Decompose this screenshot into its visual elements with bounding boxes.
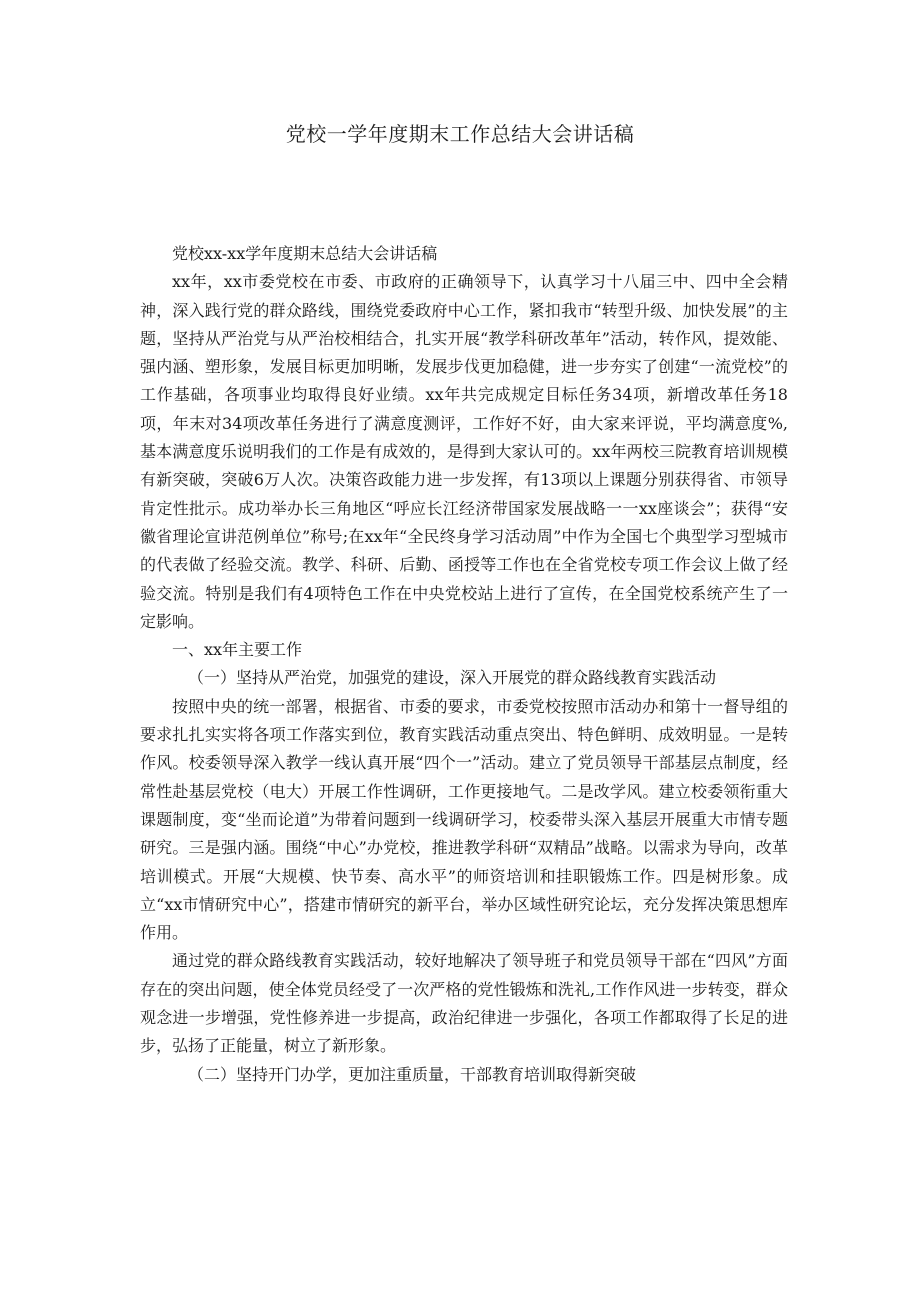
intro-paragraph: xx年，xx市委党校在市委、市政府的正确领导下，认真学习十八届三中、四中全会精神，深入践行党的群众路线，围绕党委政府中心工作，紧扣我市“转型升级、加快发展”的主题，坚持从严治党与从严治校相结合，扎实开展“教学科研改革年”活动，转作风，提效能、强内涵、塑形象，发展目标更加明晰，发展步伐更加稳健，进一步夯实了创建“一流党校”的工作基础，各项事业均取得良好业绩。xx年共完成规定目标任务34项，新增改革任务18项，年末对34项改革任务进行了满意度测评，工作好不好，由大家来评说，平均满意度%,基本满意度乐说明我们的工作是有成效的，是得到大家认可的。xx年两校三院教育培训规模有新突破，突破6万人次。决策咨政能力进一步发挥，有13项以上课题分别获得省、市领导肯定性批示。成功举办长三角地区“呼应长江经济带国家发展战略一一xx座谈会”；获得“安徽省理论宣讲范例单位”称号;在xx年“全民终身学习活动周”中作为全国七个典型学习型城市的代表做了经验交流。教学、科研、后勤、函授等工作也在全省党校专项工作会议上做了经验交流。特别是我们有4项特色工作在中央党校站上进行了宣传，在全国党校系统产生了一定影响。	[140, 272, 788, 631]
subsection-heading-2: （二）坚持开门办学，更加注重质量，干部教育培训取得新突破	[188, 1064, 637, 1084]
body-paragraph: 按照中央的统一部署，根据省、市委的要求，市委党校按照市活动办和第十一督导组的要求扎扎实实将各项工作落实到位，教育实践活动重点突出、特色鲜明、成效明显。一是转作风。校委领导深入教学一线认真开展“四个一”活动。建立了党员领导干部基层点制度，经常性赴基层党校（电大）开展工作性调研，工作更接地气。二是改学风。建立校委领衔重大课题制度，变“坐而论道”为带着问题到一线调研学习，校委带头深入基层开展重大市情专题研究。三是强内涵。围绕“中心”办党校，推进教学科研“双精品”战略。以需求为导向，改革培训模式。开展“大规模、快节奏、高水平”的师资培训和挂职锻炼工作。四是树形象。成立“xx市情研究中心”，搭建市情研究的新平台，举办区域性研究论坛，充分发挥决策思想库作用。	[140, 696, 788, 943]
body-paragraph: 通过党的群众路线教育实践活动，较好地解决了领导班子和党员领导干部在“四风”方面存在的突出问题，使全体党员经受了一次严格的党性锻炼和洗礼,工作作风进一步转变，群众观念进一步增强，党性修养进一步提高，政治纪律进一步强化，各项工作都取得了长足的进步，弘扬了正能量，树立了新形象。	[140, 951, 788, 1056]
document-title: 党校一学年度期末工作总结大会讲话稿	[285, 122, 635, 146]
document-body	[140, 240, 788, 1089]
speech-subtitle: 党校xx-xx学年度期末总结大会讲话稿	[172, 244, 438, 263]
section-heading-main-work: 一、xx年主要工作	[172, 640, 303, 660]
subsection-heading-1: （一）坚持从严治党，加强党的建设，深入开展党的群众路线教育实践活动	[188, 668, 717, 688]
